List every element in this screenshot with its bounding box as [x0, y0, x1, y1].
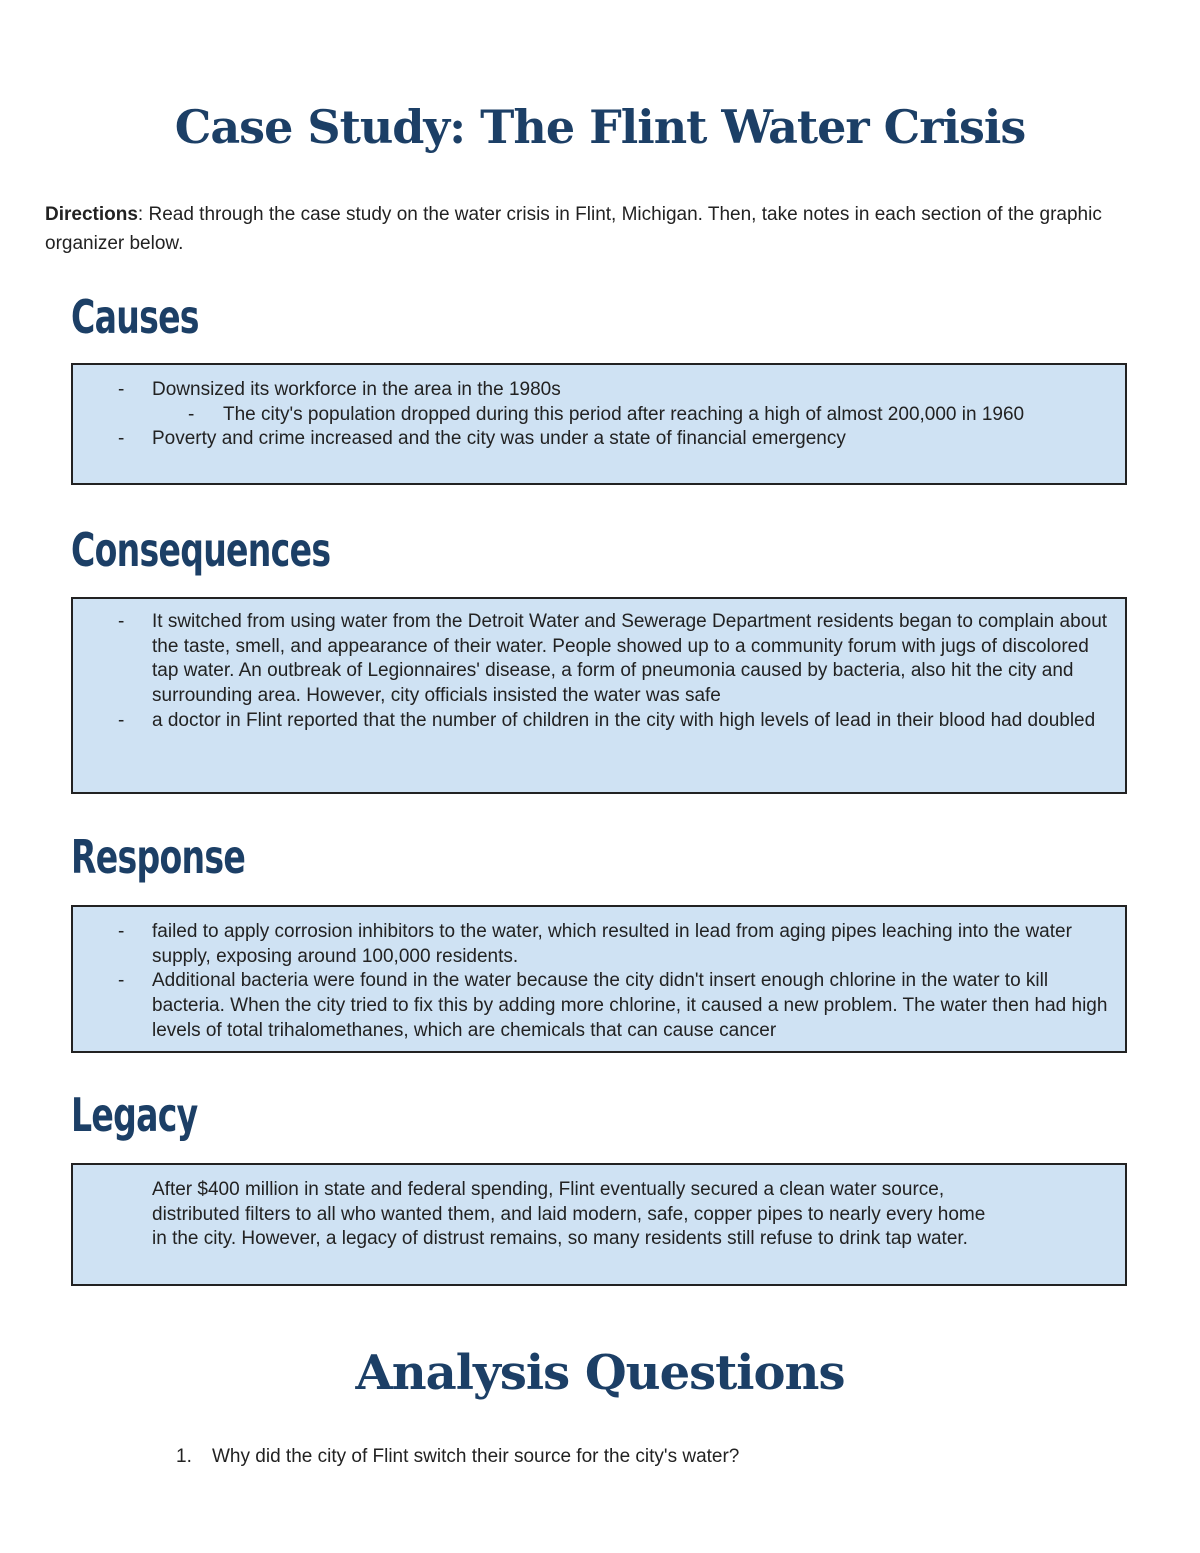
consequences-heading: Consequences — [71, 523, 331, 577]
causes-box — [71, 363, 1127, 485]
question-number: 1. — [176, 1446, 192, 1467]
question-item — [176, 1445, 739, 1469]
list-item — [73, 920, 1125, 969]
item-text: The city's population dropped during this period after reaching a high of almost 200,000 in 1960 — [223, 403, 1025, 425]
bullet-dash: - — [118, 709, 125, 731]
bullet-dash: - — [188, 403, 195, 425]
response-heading: Response — [71, 830, 246, 884]
list-item — [73, 427, 1125, 452]
item-text: failed to apply corrosion inhibitors to the water, which resulted in lead from aging pipes leaching into the water supply, exposing around 100,000 residents. — [152, 921, 1072, 967]
directions-label: Directions — [45, 204, 138, 225]
bullet-dash: - — [118, 428, 125, 450]
item-text: Poverty and crime increased and the city was under a state of financial emergency — [152, 428, 846, 450]
question-text: Why did the city of Flint switch their source for the city's water? — [212, 1446, 740, 1467]
legacy-box — [71, 1163, 1127, 1286]
directions-text: : Read through the case study on the water crisis in Flint, Michigan. Then, take notes in each section of the graphic organizer below. — [45, 204, 1102, 254]
list-item — [73, 378, 1125, 403]
bullet-dash: - — [118, 611, 125, 632]
item-text: It switched from using water from the Detroit Water and Sewerage Department residents began to complain about the taste, smell, and appearance of their water. People showed up to a community forum with jugs of discolored tap water. An outbreak of Legionnaires' disease, a form of pneumonia caused by bacteria, also hit the city and surrounding area. However, city officials insisted the water was safe — [152, 611, 1108, 707]
list-item — [73, 403, 1125, 428]
analysis-heading: Analysis Questions — [355, 1345, 845, 1401]
causes-heading: Causes — [71, 290, 199, 344]
list-item — [73, 969, 1125, 1043]
page-title: Case Study: The Flint Water Crisis — [174, 100, 1026, 154]
response-box — [71, 905, 1127, 1053]
legacy-text: After $400 million in state and federal spending, Flint eventually secured a clean water source, distributed filters to all who wanted them, and laid modern, safe, copper pipes to nearly every home in the city. However, a legacy of distrust remains, so many residents still refuse to drink tap water. — [152, 1179, 986, 1250]
consequences-box — [71, 597, 1127, 794]
legacy-heading: Legacy — [71, 1088, 198, 1142]
item-text: Additional bacteria were found in the water because the city didn't insert enough chlorine in the water to kill bacteria. When the city tried to fix this by adding more chlorine, it caused a new problem. The water then had high levels of total trihalomethanes, which are chemicals that can cause cancer — [152, 970, 1108, 1041]
item-text: Downsized its workforce in the area in the 1980s — [152, 379, 561, 400]
item-text: a doctor in Flint reported that the number of children in the city with high levels of lead in their blood had doubled — [152, 709, 1096, 731]
list-item — [73, 709, 1125, 734]
directions — [45, 200, 1135, 258]
bullet-dash: - — [118, 379, 125, 400]
bullet-dash: - — [118, 970, 125, 992]
bullet-dash: - — [118, 921, 125, 942]
list-item — [73, 610, 1125, 709]
